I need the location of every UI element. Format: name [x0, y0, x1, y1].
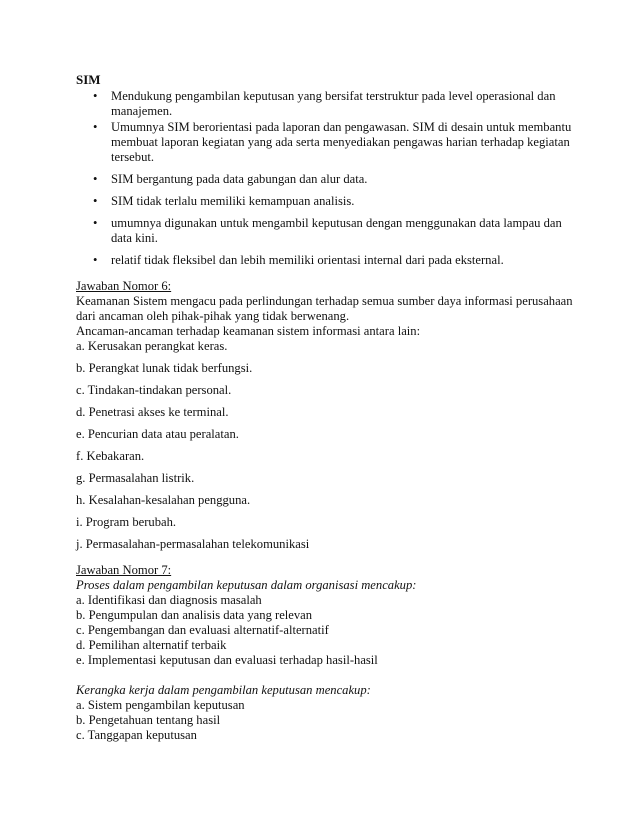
answer-6-heading: Jawaban Nomor 6:: [76, 279, 172, 293]
framework-item-b: b. Pengetahuan tentang hasil: [76, 713, 221, 727]
threat-item-i: i. Program berubah.: [76, 515, 177, 529]
threat-item-d: d. Penetrasi akses ke terminal.: [76, 405, 229, 419]
sim-bullet-1: • Mendukung pengambilan keputusan yang bersifat terstruktur pada level operasional dan manajemen.: [76, 89, 576, 119]
process-item-d: d. Pemilihan alternatif terbaik: [76, 638, 227, 652]
sim-bullet-3: • SIM bergantung pada data gabungan dan alur data.: [76, 172, 576, 187]
threat-item-e: e. Pencurian data atau peralatan.: [76, 427, 239, 441]
sim-bullet-2: • Umumnya SIM berorientasi pada laporan dan pengawasan. SIM di desain untuk membantu membuat laporan kegiatan yang ada serta menyediakan pengawas harian terhadap kegiatan tersebut.: [76, 120, 576, 165]
sim-bullet-4: • SIM tidak terlalu memiliki kemampuan analisis.: [76, 194, 576, 209]
answer-7-intro-2: Kerangka kerja dalam pengambilan keputusan mencakup:: [76, 683, 371, 697]
framework-item-a: a. Sistem pengambilan keputusan: [76, 698, 245, 712]
threat-item-j: j. Permasalahan-permasalahan telekomunikasi: [76, 537, 310, 551]
threat-item-f: f. Kebakaran.: [76, 449, 145, 463]
answer-6-paragraph-1: Keamanan Sistem mengacu pada perlindungan terhadap semua sumber daya informasi perusahaan dari ancaman oleh pihak-pihak yang tidak berwenang.: [76, 294, 573, 323]
sim-bullet-5: • umumnya digunakan untuk mengambil keputusan dengan menggunakan data lampau dan data kini.: [76, 216, 576, 246]
process-item-a: a. Identifikasi dan diagnosis masalah: [76, 593, 262, 607]
threat-item-b: b. Perangkat lunak tidak berfungsi.: [76, 361, 253, 375]
threat-item-a: a. Kerusakan perangkat keras.: [76, 339, 228, 353]
sim-heading: SIM: [76, 72, 101, 87]
process-item-e: e. Implementasi keputusan dan evaluasi terhadap hasil-hasil: [76, 653, 378, 667]
answer-7-section: [76, 563, 576, 743]
framework-item-c: c. Tanggapan keputusan: [76, 728, 197, 742]
answer-6-paragraph-2: Ancaman-ancaman terhadap keamanan sistem informasi antara lain:: [76, 324, 421, 338]
answer-7-heading: Jawaban Nomor 7:: [76, 563, 172, 577]
process-item-b: b. Pengumpulan dan analisis data yang relevan: [76, 608, 313, 622]
threat-item-g: g. Permasalahan listrik.: [76, 471, 195, 485]
document-page: [76, 72, 576, 743]
process-item-c: c. Pengembangan dan evaluasi alternatif-alternatif: [76, 623, 329, 637]
sim-bullet-6: • relatif tidak fleksibel dan lebih memiliki orientasi internal dari pada eksternal.: [76, 253, 576, 268]
sim-bullet-list: [76, 89, 576, 268]
answer-7-intro-1: Proses dalam pengambilan keputusan dalam organisasi mencakup:: [76, 578, 417, 592]
answer-6-section: [76, 279, 576, 552]
threat-item-h: h. Kesalahan-kesalahan pengguna.: [76, 493, 251, 507]
threat-item-c: c. Tindakan-tindakan personal.: [76, 383, 232, 397]
